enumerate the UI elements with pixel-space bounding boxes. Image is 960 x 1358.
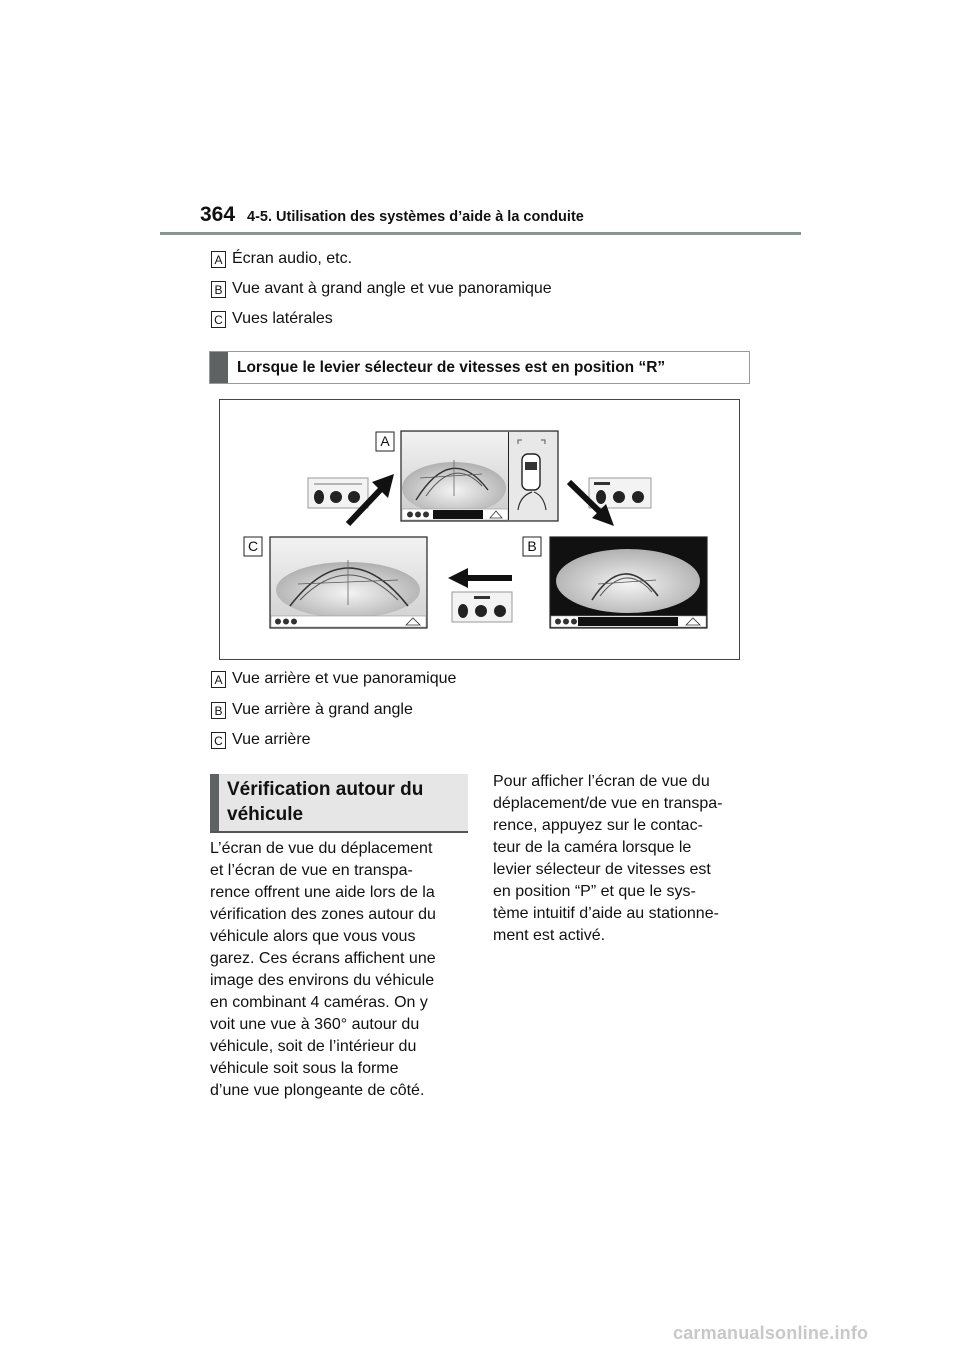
page-number: 364 bbox=[200, 203, 236, 226]
badge-c: C bbox=[211, 732, 226, 749]
paragraph-line: déplacement/de vue en transpa- bbox=[493, 795, 723, 812]
subsection-banner bbox=[209, 351, 750, 384]
paragraph-line: rence, appuyez sur le contac- bbox=[493, 817, 703, 834]
paragraph-line: L’écran de vue du déplacement bbox=[210, 840, 433, 857]
paragraph-line: levier sélecteur de vitesses est bbox=[493, 861, 711, 878]
list-item-text: Vue avant à grand angle et vue panoramique bbox=[232, 280, 552, 297]
paragraph-line: image des environs du véhicule bbox=[210, 972, 435, 989]
list-item bbox=[211, 279, 552, 299]
list-item-text: Vue arrière et vue panoramique bbox=[232, 670, 457, 687]
header-rule bbox=[160, 232, 801, 235]
screen-a bbox=[401, 431, 558, 521]
paragraph-line: Pour afficher l’écran de vue du bbox=[493, 773, 710, 790]
heading-accent-bar bbox=[210, 774, 219, 831]
screen-b bbox=[550, 537, 707, 628]
badge-b: B bbox=[211, 702, 226, 719]
list-item bbox=[211, 730, 311, 750]
camera-views-figure bbox=[219, 399, 740, 660]
paragraph-line: d’une vue plongeante de côté. bbox=[210, 1082, 425, 1099]
paragraph-line: véhicule, soit de l’intérieur du bbox=[210, 1038, 417, 1055]
paragraph-line: véhicule alors que vous vous bbox=[210, 928, 416, 945]
camera-views-illustration bbox=[220, 400, 739, 659]
paragraph-line: voit une vue à 360° autour du bbox=[210, 1016, 420, 1033]
list-item bbox=[211, 309, 333, 329]
right-paragraph bbox=[493, 771, 722, 947]
svg-text:B: B bbox=[527, 538, 537, 554]
list-item-text: Écran audio, etc. bbox=[232, 250, 353, 267]
paragraph-line: en position “P” et que le sys- bbox=[493, 883, 696, 900]
svg-text:C: C bbox=[247, 538, 259, 554]
paragraph-line: en combinant 4 caméras. On y bbox=[210, 994, 428, 1011]
section-heading bbox=[210, 774, 468, 833]
arrow-left-icon bbox=[448, 568, 512, 588]
section-title: 4-5. Utilisation des systèmes d’aide à la conduite bbox=[247, 209, 584, 225]
list-item-text: Vues latérales bbox=[232, 310, 333, 327]
badge-b: B bbox=[211, 281, 226, 298]
paragraph-line: vérification des zones autour du bbox=[210, 906, 436, 923]
camera-buttons-panel-right bbox=[589, 478, 651, 508]
figure-label-a bbox=[376, 432, 394, 451]
camera-buttons-panel-bottom bbox=[452, 592, 512, 622]
left-paragraph bbox=[210, 838, 436, 1102]
paragraph-line: ment est activé. bbox=[493, 927, 606, 944]
paragraph-line: rence offrent une aide lors de la bbox=[210, 884, 435, 901]
section-heading-text: Vérification autour du véhicule bbox=[227, 779, 424, 825]
svg-text:A: A bbox=[380, 433, 390, 449]
paragraph-line: véhicule soit sous la forme bbox=[210, 1060, 399, 1077]
paragraph-line: garez. Ces écrans affichent une bbox=[210, 950, 436, 967]
camera-buttons-panel-left bbox=[308, 478, 368, 508]
screen-c bbox=[270, 537, 427, 628]
watermark: carmanualsonline.info bbox=[673, 1323, 869, 1343]
banner-accent-bar bbox=[210, 352, 228, 383]
list-item-text: Vue arrière à grand angle bbox=[232, 701, 413, 718]
list-item bbox=[211, 249, 352, 269]
paragraph-line: et l’écran de vue en transpa- bbox=[210, 862, 413, 879]
list-item bbox=[211, 700, 413, 720]
figure-label-c bbox=[244, 537, 262, 556]
figure-label-b bbox=[523, 537, 541, 556]
badge-c: C bbox=[211, 311, 226, 328]
paragraph-line: teur de la caméra lorsque le bbox=[493, 839, 692, 856]
paragraph-line: tème intuitif d’aide au stationne- bbox=[493, 905, 719, 922]
banner-title: Lorsque le levier sélecteur de vitesses est en position “R” bbox=[237, 358, 666, 376]
badge-a: A bbox=[211, 251, 226, 268]
list-item bbox=[211, 669, 456, 689]
badge-a: A bbox=[211, 671, 226, 688]
list-item-text: Vue arrière bbox=[232, 731, 311, 748]
